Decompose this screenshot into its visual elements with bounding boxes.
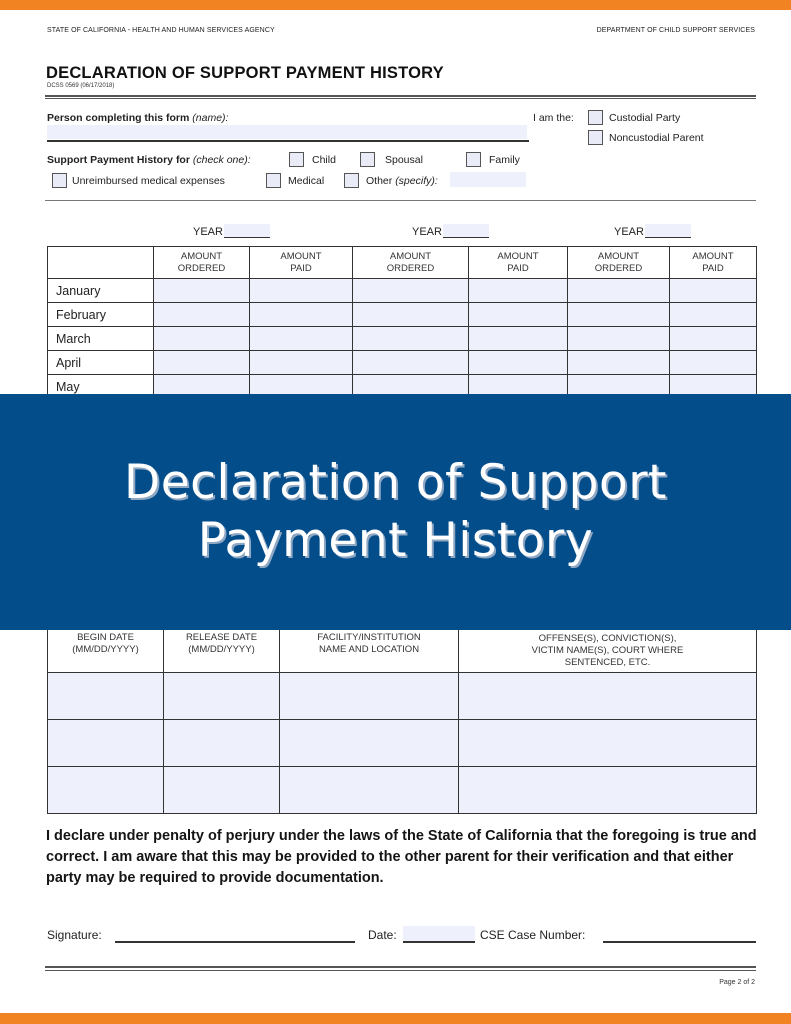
unreimbursed-medical-checkbox[interactable] [52, 173, 67, 188]
amount-cell[interactable] [568, 351, 670, 375]
month-label: March [48, 327, 154, 351]
offense-cell[interactable] [459, 720, 757, 767]
department-name: DEPARTMENT OF CHILD SUPPORT SERVICES [596, 27, 755, 34]
header-double-rule [45, 95, 756, 99]
amount-cell[interactable] [469, 279, 568, 303]
date-underline [403, 941, 475, 943]
col-header: AMOUNT ORDERED [353, 247, 469, 279]
amount-cell[interactable] [250, 327, 353, 351]
facility-cell[interactable] [280, 720, 459, 767]
other-label: Other (specify): [366, 175, 438, 187]
amount-cell[interactable] [670, 279, 757, 303]
month-label: April [48, 351, 154, 375]
other-specify-input[interactable] [450, 172, 526, 187]
page-number: Page 2 of 2 [719, 979, 755, 986]
child-checkbox[interactable] [289, 152, 304, 167]
i-am-the-label: I am the: [533, 112, 574, 124]
year-2-input[interactable] [443, 224, 489, 238]
begin-date-cell[interactable] [48, 673, 164, 720]
month-label: May [48, 375, 154, 399]
top-accent-bar [0, 0, 791, 10]
table-row [48, 767, 757, 814]
amount-cell[interactable] [670, 327, 757, 351]
table-row [48, 327, 757, 351]
medical-label: Medical [288, 175, 325, 187]
custodial-party-label: Custodial Party [609, 112, 681, 124]
signature-label: Signature: [47, 928, 102, 942]
offense-cell[interactable] [459, 767, 757, 814]
amount-cell[interactable] [353, 327, 469, 351]
spousal-label: Spousal [385, 154, 423, 166]
section-rule [45, 200, 756, 201]
amount-cell[interactable] [154, 327, 250, 351]
medical-checkbox[interactable] [266, 173, 281, 188]
month-label: February [48, 303, 154, 327]
title-banner [0, 394, 791, 630]
spousal-checkbox[interactable] [360, 152, 375, 167]
amount-cell[interactable] [469, 327, 568, 351]
child-label: Child [312, 154, 336, 166]
col-header: AMOUNT PAID [670, 247, 757, 279]
amount-cell[interactable] [154, 351, 250, 375]
release-date-cell[interactable] [164, 673, 280, 720]
year-1: YEAR [193, 224, 270, 238]
col-header: AMOUNT PAID [250, 247, 353, 279]
agency-name: STATE OF CALIFORNIA - HEALTH AND HUMAN SERVICES AGENCY [47, 27, 275, 34]
amount-cell[interactable] [568, 327, 670, 351]
amount-cell[interactable] [568, 279, 670, 303]
table-row [48, 303, 757, 327]
amount-cell[interactable] [469, 303, 568, 327]
amount-cell[interactable] [250, 303, 353, 327]
amount-cell[interactable] [250, 351, 353, 375]
person-name-input[interactable] [47, 125, 527, 139]
col-header: AMOUNT PAID [469, 247, 568, 279]
year-2: YEAR [412, 224, 489, 238]
support-for-label: Support Payment History for (check one): [47, 154, 251, 166]
facility-cell[interactable] [280, 673, 459, 720]
table-row [48, 720, 757, 767]
person-name-underline [47, 140, 529, 142]
facility-header: FACILITY/INSTITUTION NAME AND LOCATION [280, 613, 459, 673]
month-label: January [48, 279, 154, 303]
month-header [48, 247, 154, 279]
amount-cell[interactable] [353, 303, 469, 327]
year-1-input[interactable] [224, 224, 270, 238]
amount-cell[interactable] [670, 303, 757, 327]
release-date-header: RELEASE DATE (MM/DD/YYYY) [164, 613, 280, 673]
offense-header: OFFENSE(S), CONVICTION(S), VICTIM NAME(S), COURT WHERE SENTENCED, ETC. [459, 613, 757, 673]
begin-date-cell[interactable] [48, 767, 164, 814]
table-row [48, 673, 757, 720]
case-number-field[interactable] [603, 941, 756, 943]
case-number-label: CSE Case Number: [480, 928, 586, 942]
amount-cell[interactable] [469, 351, 568, 375]
amount-cell[interactable] [154, 303, 250, 327]
other-checkbox[interactable] [344, 173, 359, 188]
begin-date-header: BEGIN DATE (MM/DD/YYYY) [48, 613, 164, 673]
incarceration-table [47, 612, 757, 814]
col-header: AMOUNT ORDERED [568, 247, 670, 279]
noncustodial-parent-checkbox[interactable] [588, 130, 603, 145]
table-header-row [48, 247, 757, 279]
family-checkbox[interactable] [466, 152, 481, 167]
banner-title: Declaration of Support Payment History [124, 455, 667, 568]
declaration-text: I declare under penalty of perjury under the laws of the State of California that the foregoing is true and correct. I am aware that this may be provided to the other parent for their verification and that either party may be required to provide documentation. [46, 828, 757, 886]
amount-cell[interactable] [154, 279, 250, 303]
release-date-cell[interactable] [164, 767, 280, 814]
offense-cell[interactable] [459, 673, 757, 720]
bottom-accent-bar [0, 1013, 791, 1024]
custodial-party-checkbox[interactable] [588, 110, 603, 125]
amount-cell[interactable] [353, 351, 469, 375]
date-input[interactable] [403, 926, 475, 941]
facility-cell[interactable] [280, 767, 459, 814]
amount-cell[interactable] [353, 279, 469, 303]
signature-field[interactable] [115, 941, 355, 943]
form-id: DCSS 0569 (06/17/2018) [47, 83, 115, 89]
year-3: YEAR [614, 224, 691, 238]
amount-cell[interactable] [568, 303, 670, 327]
date-label: Date: [368, 928, 397, 942]
begin-date-cell[interactable] [48, 720, 164, 767]
footer-double-rule [45, 966, 756, 971]
amount-cell[interactable] [670, 351, 757, 375]
table-row [48, 351, 757, 375]
release-date-cell[interactable] [164, 720, 280, 767]
unreimbursed-medical-label: Unreimbursed medical expenses [72, 175, 225, 187]
form-title: DECLARATION OF SUPPORT PAYMENT HISTORY [46, 64, 444, 82]
payment-history-table [47, 246, 757, 399]
year-3-input[interactable] [645, 224, 691, 238]
noncustodial-parent-label: Noncustodial Parent [609, 132, 704, 144]
family-label: Family [489, 154, 520, 166]
amount-cell[interactable] [250, 279, 353, 303]
col-header: AMOUNT ORDERED [154, 247, 250, 279]
person-label: Person completing this form (name): [47, 112, 229, 124]
table-row [48, 279, 757, 303]
